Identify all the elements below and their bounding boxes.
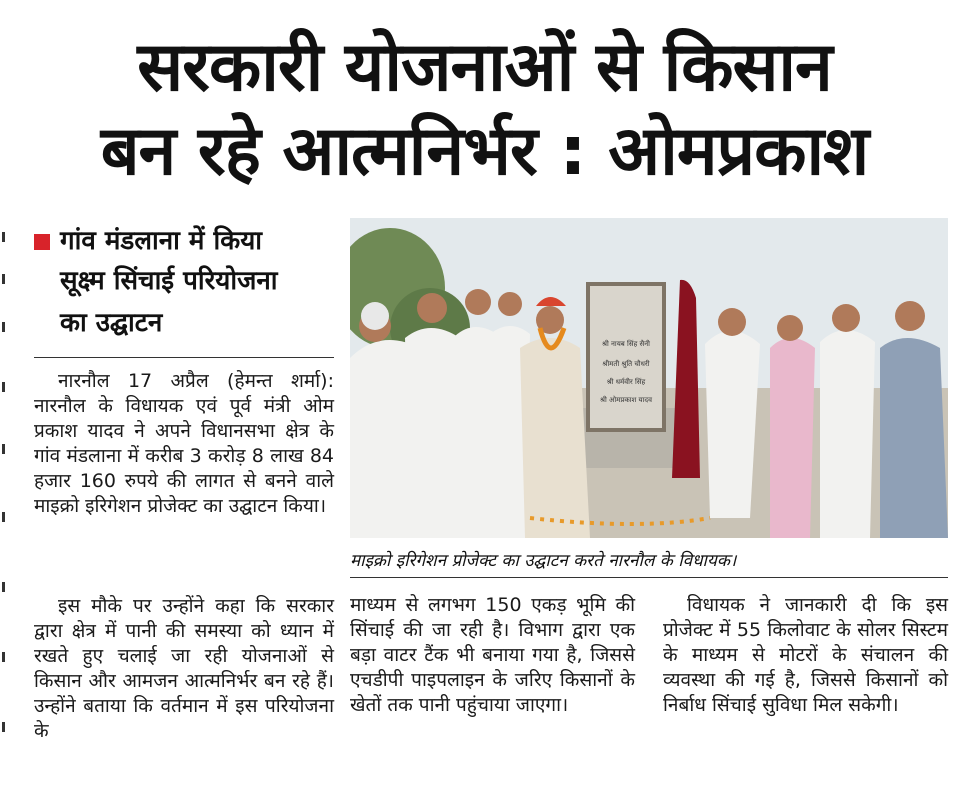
photo-caption: माइक्रो इरिगेशन प्रोजेक्ट का उद्घाटन करते नारनौल के विधायक।: [350, 551, 737, 571]
previous-column-edge: [0, 222, 8, 792]
article-paragraph-1: नारनौल 17 अप्रैल (हेमन्त शर्मा): नारनौल के विधायक एवं पूर्व मंत्री ओम प्रकाश यादव ने अपने विधानसभा क्षेत्र के गांव मंडलाना में करीब 3 करोड़ 8 लाख 84 हजार 160 रुपये की लागत से बनने वाले माइक्रो इरिगेशन प्रोजेक्ट का उद्घाटन किया।: [34, 370, 334, 517]
plaque-line-1: श्री नायब सिंह सैनी: [602, 340, 650, 348]
inauguration-photo: [350, 218, 948, 538]
headline-line-2: बन रहे आत्मनिर्भर : ओमप्रकाश: [100, 112, 869, 191]
subheadline-line-2: सूक्ष्म सिंचाई परियोजना: [60, 266, 278, 296]
plaque-line-4: श्री ओमप्रकाश यादव: [600, 396, 652, 404]
headline-line-1: सरकारी योजनाओं से किसान: [137, 28, 832, 107]
subheadline-line-3: का उद्घाटन: [60, 308, 163, 338]
article-paragraph-3: माध्यम से लगभग 150 एकड़ भूमि की सिंचाई की जा रही है। विभाग द्वारा एक बड़ा वाटर टैंक भी बनाया गया है, जिससे एचडीपी पाइपलाइन के जरिए किसानों के खेतों तक पानी पहुंचाया जाएगा।: [350, 594, 635, 716]
caption-divider: [350, 577, 948, 578]
subheadline-line-1: गांव मंडलाना में किया: [60, 226, 263, 256]
plaque-line-3: श्री धर्मवीर सिंह: [606, 378, 646, 386]
red-square-marker: [34, 234, 50, 250]
article-paragraph-2: इस मौके पर उन्होंने कहा कि सरकार द्वारा क्षेत्र में पानी की समस्या को ध्यान में रखते हुए चलाई जा रही योजनाओं से किसान और आमजन आत्मनिर्भर बन रहे हैं। उन्होंने बताया कि वर्तमान में इस परियोजना के: [34, 595, 334, 742]
subheadline-divider: [34, 357, 334, 358]
plaque-line-2: श्रीमती श्रुति चौधरी: [602, 360, 650, 368]
article-paragraph-4: विधायक ने जानकारी दी कि इस प्रोजेक्ट में 55 किलोवाट के सोलर सिस्टम के माध्यम से मोटरों के संचालन की व्यवस्था की गई है, जिससे किसानों को निर्बाध सिंचाई सुविधा मिल सकेगी।: [663, 594, 948, 716]
